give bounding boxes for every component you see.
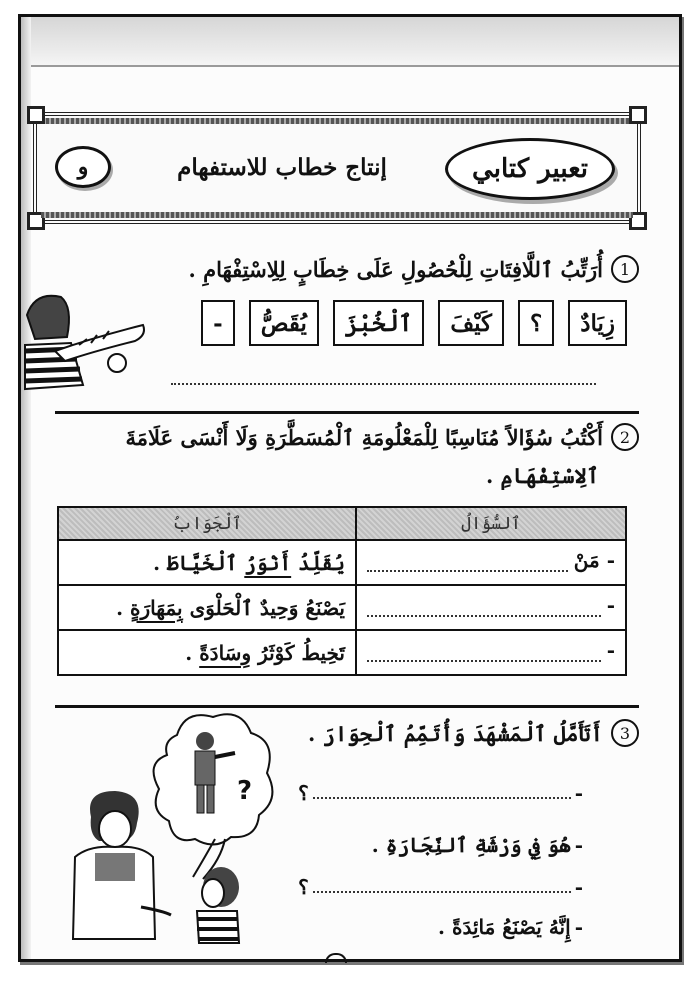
instruction-text: أُرَتِّبُ ٱللَّافِتَاتِ لِلْحُصُولِ عَلَى خِطَابٍ لِلِاسْتِفْهَامِ .	[188, 256, 603, 282]
lesson-title: إنتاج خطاب للاستفهام	[177, 154, 387, 181]
section-divider	[55, 411, 639, 414]
underlined-info: وِسَادَةً	[199, 640, 252, 665]
word-card[interactable]: ٱلْخُبْزَ	[333, 300, 424, 346]
dialogue-line	[298, 875, 583, 899]
instruction-text: أَتَأَمَّلُ ٱلْمَشْهَدَ وَأُتَمِّمُ ٱلْحِوَارَ .	[308, 720, 603, 746]
lesson-letter-badge: و	[55, 146, 111, 188]
dialogue-line	[298, 781, 583, 805]
answer-text: ٱلْخَيَّاطَ .	[153, 550, 245, 575]
dialogue-line	[372, 833, 583, 857]
exercise-number: 1	[611, 255, 639, 283]
question-cell[interactable]	[356, 585, 626, 630]
answer-text: .	[185, 640, 200, 665]
table-row	[58, 585, 626, 630]
question-mark: ؟	[298, 875, 309, 899]
dialogue-line	[438, 915, 583, 939]
scan-shadow-top	[21, 17, 679, 67]
exercise-2-instruction-cont	[486, 463, 599, 488]
answer-line[interactable]	[171, 383, 596, 385]
answer-blank[interactable]	[367, 660, 601, 662]
dash: -	[574, 915, 583, 939]
word-card[interactable]: يُقَصُّ	[249, 300, 319, 346]
answer-cell	[58, 630, 356, 675]
question-cell[interactable]	[356, 630, 626, 675]
frame-corner	[27, 106, 45, 124]
word-card[interactable]: زِيَادٌ	[568, 300, 627, 346]
answer-blank[interactable]	[313, 797, 571, 799]
title-frame	[33, 112, 641, 224]
answer-text: يُقَلِّدُ	[291, 550, 345, 575]
answer-text: يَصْنَعُ وَحِيدٌ ٱلْحَلْوَى	[182, 595, 345, 620]
question-cell[interactable]	[356, 540, 626, 585]
underlined-info: أَنْوَرُ	[244, 550, 292, 575]
question-answer-table	[57, 506, 627, 676]
dash: -	[574, 875, 583, 899]
answer-blank[interactable]	[313, 891, 571, 893]
question-mark: ؟	[298, 781, 309, 805]
exercise-number: 3	[611, 719, 639, 747]
scene-illustration	[45, 707, 305, 947]
column-header-question: ٱلسُّؤَالُ	[356, 507, 626, 540]
exercise-3-instruction	[308, 719, 639, 747]
word-card[interactable]: -	[201, 300, 235, 346]
dialogue-text: هُوَ فِي وَرْشَةِ ٱلنِّجَارَةِ .	[371, 833, 571, 857]
scan-shadow-left	[21, 17, 31, 959]
exercise-1-instruction	[188, 255, 639, 283]
underlined-info: بِمَهَارَةٍ	[130, 595, 183, 620]
word-cards	[147, 298, 627, 348]
question-prefix: -	[606, 638, 615, 662]
exercise-number: 2	[611, 423, 639, 451]
answer-blank[interactable]	[367, 570, 568, 572]
answer-text: تَخِيطُ كَوْثَرُ	[251, 640, 345, 665]
column-header-answer: ٱلْجَوَابُ	[58, 507, 356, 540]
exercise-2-instruction	[126, 423, 639, 451]
frame-corner	[27, 212, 45, 230]
dash: -	[574, 833, 583, 857]
answer-cell	[58, 585, 356, 630]
dash: -	[574, 781, 583, 805]
answer-blank[interactable]	[367, 615, 601, 617]
instruction-text: أَكْتُبُ سُؤَالاً مُنَاسِبًا لِلْمَعْلُومَةِ ٱلْمُسَطَّرَةِ وَلَا أَنْسَى عَلَامَةَ	[125, 424, 603, 450]
table-row	[58, 540, 626, 585]
instruction-text: ٱلِاسْتِفْهَامِ .	[485, 463, 599, 488]
question-prefix: - مَنْ	[573, 548, 615, 572]
dialogue-text: إِنَّهُ يَصْنَعُ مَائِدَةً .	[438, 915, 571, 939]
answer-cell	[58, 540, 356, 585]
page-bottom-mark	[325, 953, 347, 963]
answer-text: .	[116, 595, 131, 620]
boy-illustration	[25, 285, 145, 395]
table-row	[58, 630, 626, 675]
word-card[interactable]: كَيْفَ	[438, 300, 504, 346]
worksheet-page	[18, 14, 682, 962]
word-card[interactable]: ؟	[518, 300, 554, 346]
question-prefix: -	[606, 593, 615, 617]
svg-text:?: ?	[237, 776, 253, 806]
frame-corner	[629, 212, 647, 230]
lesson-badge: تعبير كتابي	[445, 138, 615, 200]
frame-corner	[629, 106, 647, 124]
